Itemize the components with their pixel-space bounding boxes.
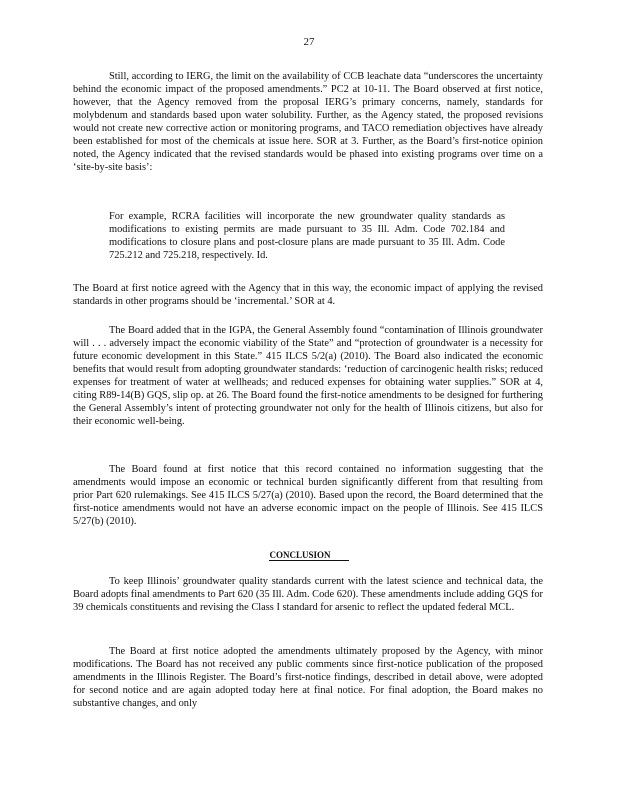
paragraph-igpa-findings: The Board added that in the IGPA, the General Assembly found “contamination of Illinois groundwater will . . . adversely impact the economic viability of the State” and “protection of groundwater is a necessity for future economic development in this State.” 415 ILCS 5/2(a) (2010). The Board also indicated the economic benefits that would result from adopting groundwater standards: ‘reduction of carcinogenic health risks; reduced expenses for treatment of water at wellheads; and reduced expenses for obtaining water supplies.” SOR at 4, citing R89-14(B) GQS, slip op. at 26. The Board found the first-notice amendments to be designed for furthering the General Assembly’s intent of protecting groundwater not only for the health of Illinois citizens, but also for their economic well-being. <box>73 325 543 427</box>
paragraph-iergs-concerns: Still, according to IERG, the limit on the availability of CCB leachate data “underscores the uncertainty behind the economic impact of the proposed amendments.” PC2 at 10-11. The Board observed at first notice, however, that the Agency removed from the proposal IERG’s primary concerns, namely, standards for molybdenum and standards based upon water solubility. Further, as the Agency stated, the proposed revisions would not create new corrective action or monitoring programs, and TACO remediation objectives have already been established for most of the chemicals at issue here. SOR at 3. Further, as the Board’s first-notice opinion noted, the Agency indicated that the revised standards would be phased into existing programs over time on a ‘site-by-site basis’: <box>73 71 543 173</box>
block-quote-rcra: For example, RCRA facilities will incorporate the new groundwater quality standards as modifications to existing permits are made pursuant to 35 Ill. Adm. Code 702.184 and modifications to closure plans and post-closure plans are made pursuant to 35 Ill. Adm. Code 725.212 and 725.218, respectively. Id. <box>109 211 505 261</box>
paragraph-incremental-impact: The Board at first notice agreed with the Agency that in this way, the economic impact of applying the revised standards in other programs should be ‘incremental.’ SOR at 4. <box>73 283 543 307</box>
section-heading-conclusion: CONCLUSION <box>0 549 618 562</box>
paragraph-conclusion-summary: To keep Illinois’ groundwater quality standards current with the latest science and technical data, the Board adopts final amendments to Part 620 (35 Ill. Adm. Code 620). These amendments include adding GQS for 39 chemicals constituents and revising the Class I standard for arsenic to reflect the updated federal MCL. <box>73 576 543 613</box>
paragraph-final-adoption: The Board at first notice adopted the amendments ultimately proposed by the Agency, with minor modifications. The Board has not received any public comments since first-notice publication of the proposed amendments in the Illinois Register. The Board’s first-notice findings, described in detail above, were adopted for second notice and are again adopted today here at final notice. For final adoption, the Board makes no substantive changes, and only <box>73 646 543 709</box>
page-number: 27 <box>303 36 315 48</box>
paragraph-no-adverse-impact: The Board found at first notice that this record contained no information suggesting that the amendments would impose an economic or technical burden significantly different from that resulting from prior Part 620 rulemakings. See 415 ILCS 5/27(a) (2010). Based upon the record, the Board determined that the first-notice amendments would not have an adverse economic impact on the people of Illinois. See 415 ILCS 5/27(b) (2010). <box>73 464 543 527</box>
